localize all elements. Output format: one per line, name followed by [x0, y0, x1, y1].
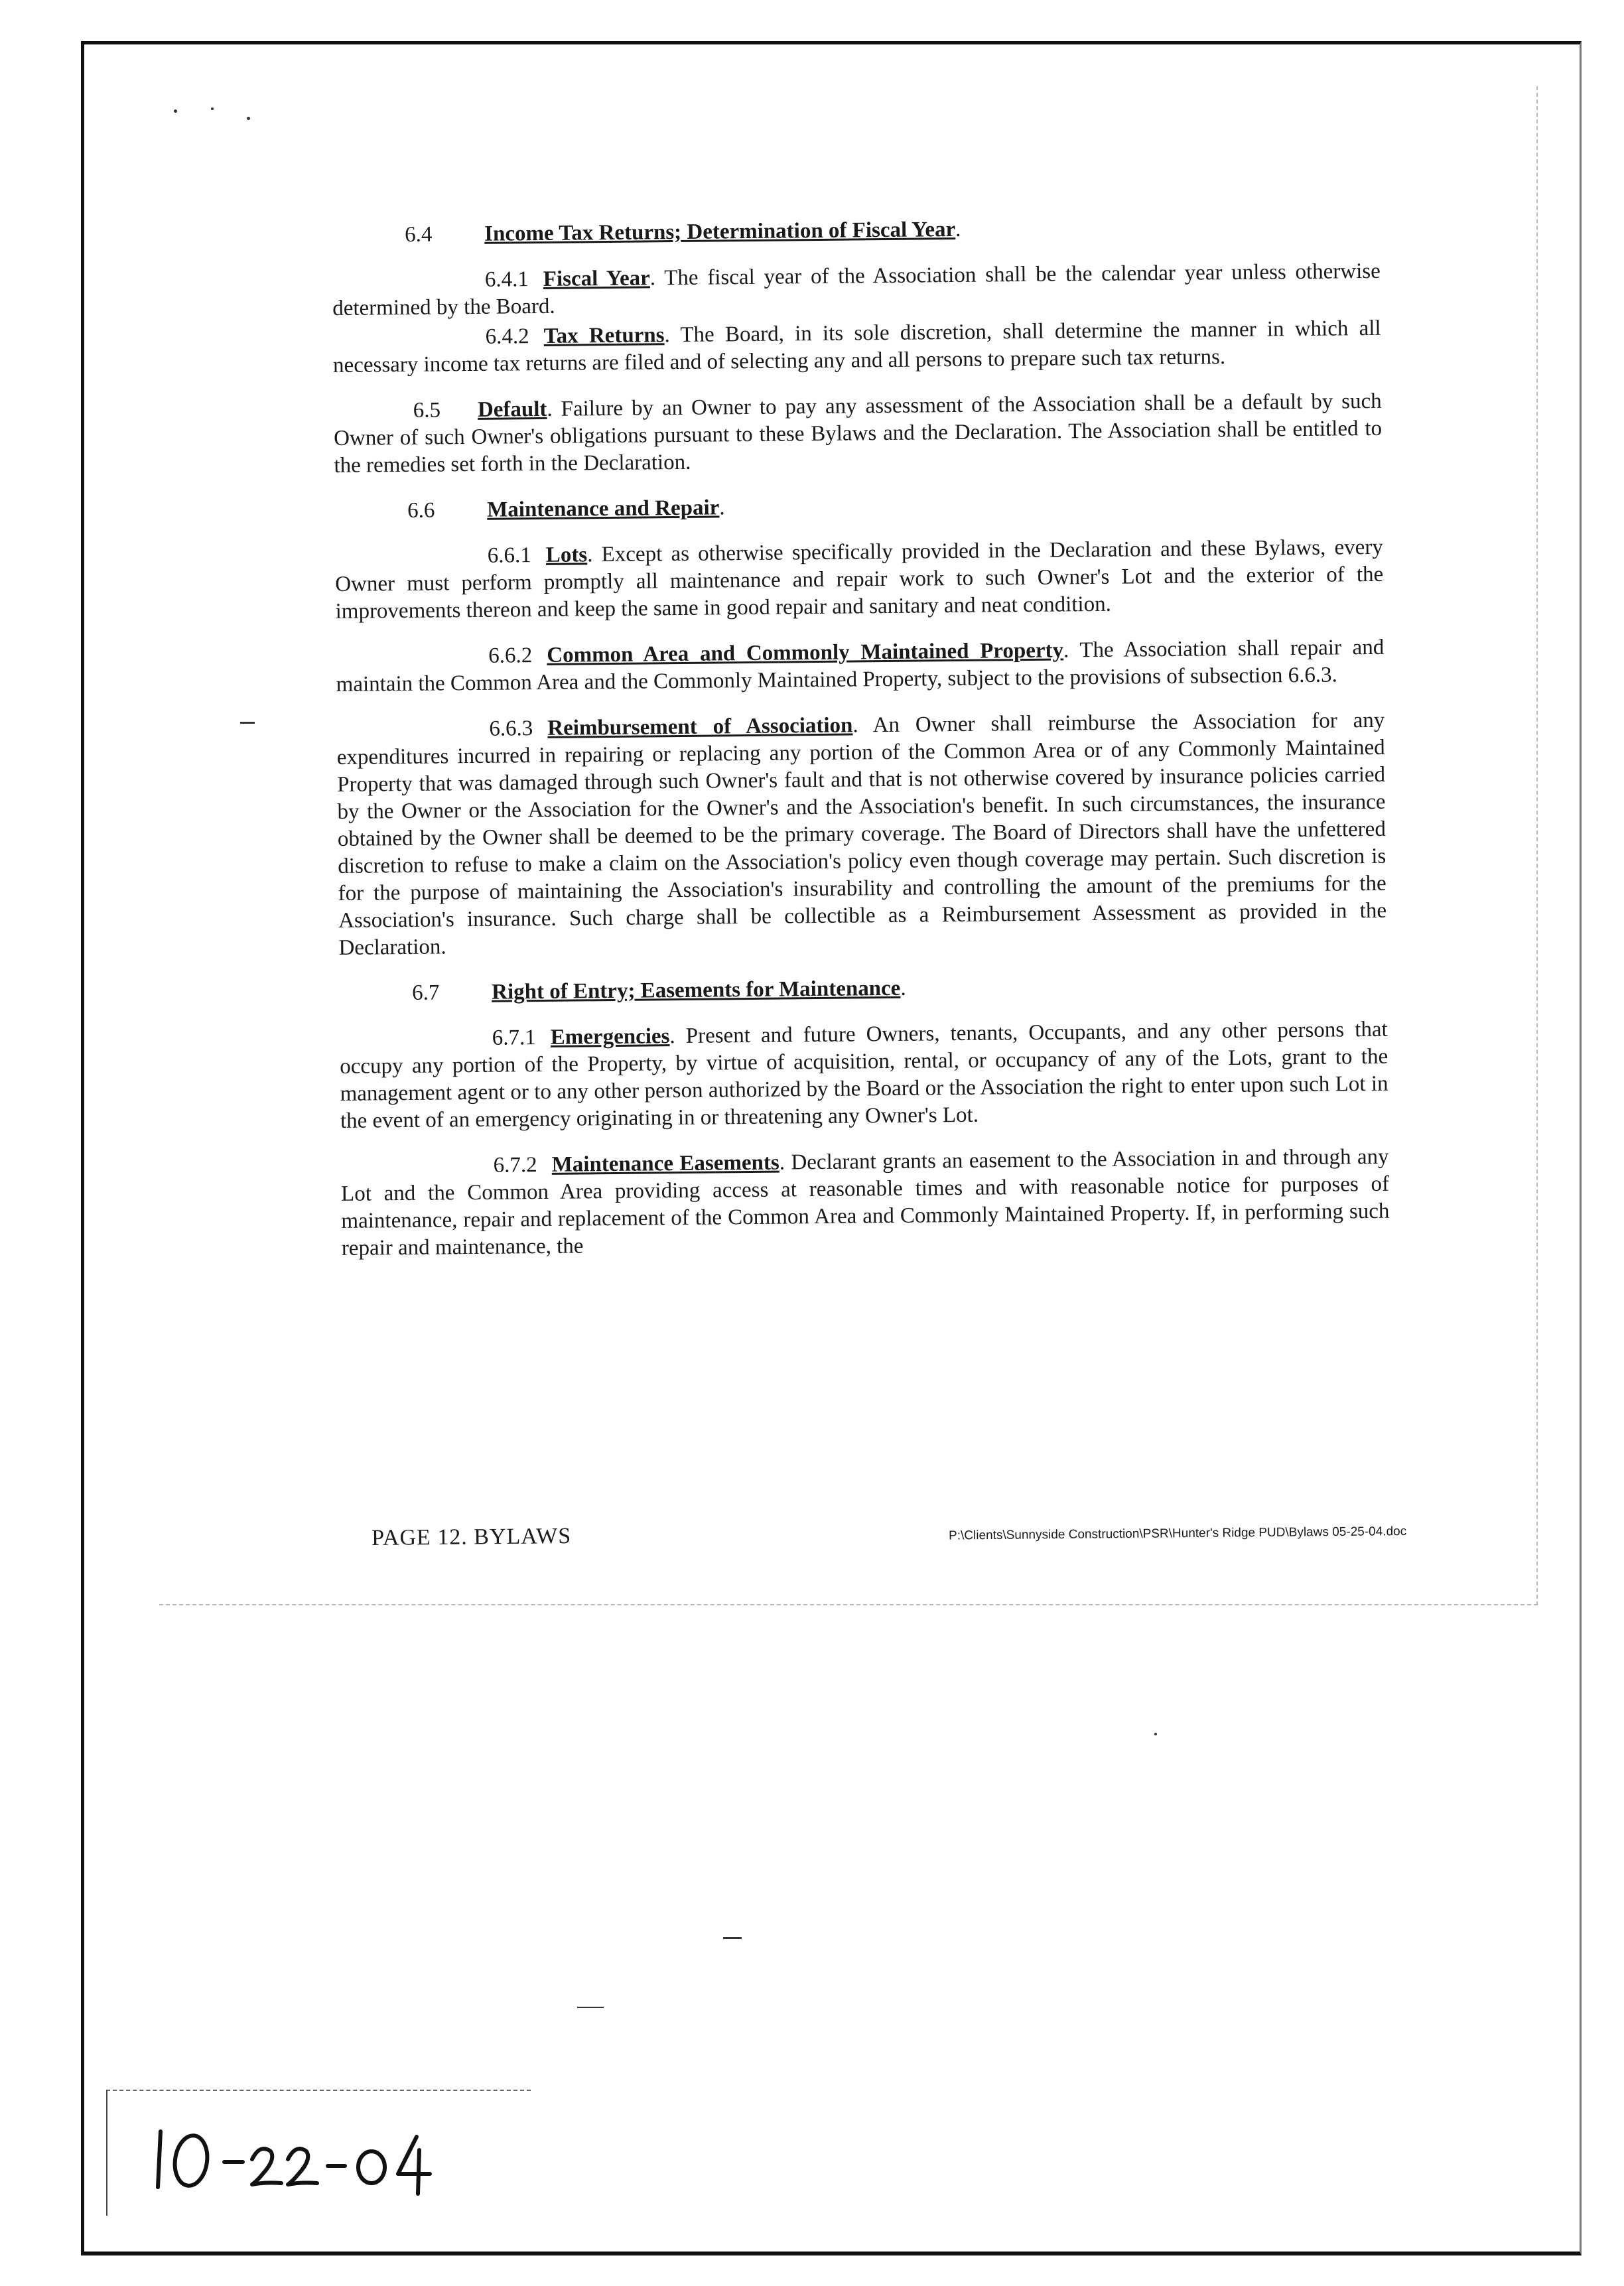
scan-speck — [1154, 1733, 1157, 1735]
subsection-number: 6.4.1 — [484, 267, 529, 292]
subsection-number: 6.7.1 — [492, 1026, 536, 1050]
subsection-text: . Except as otherwise specifically provided in the Declaration and these Bylaws, every Owner must perform promptly all maintenance and repair work to such Owner's Lot and the exterior of the improvements thereon and keep the same in good repair and sanitary and neat condition. — [335, 535, 1384, 624]
subsection-text: . An Owner shall reimburse the Association for any expenditures incurred in repairing or replacing any portion of the Common Area or of any Commonly Maintained Property that was damaged through such Owner's fault and that is not otherwise covered by insurance policies carried by the Owner or the Association for the Owner's and the Association's benefit. In such circumstances, the insurance obtained by the Owner shall be deemed to be the primary coverage. The Board of Directors shall have the unfettered discretion to refuse to make a claim on the Association's policy even though coverage may pertain. Such discretion is for the purpose of maintaining the Association's insurability and controlling the amount of the premiums for the Association's insurance. Such charge shall be collectible as a Reimbursement Assessment as provided in the Declaration. — [336, 708, 1387, 960]
subsection-text: . The fiscal year of the Association shall be the calendar year unless otherwise determined by the Board. — [332, 259, 1381, 320]
subsection-text: . Declarant grants an easement to the Association in and through any Lot and the Common Area providing access at reasonable times and with reasonable notice for purposes of maintenance, repair and replacement of the Common Area and Commonly Maintained Property. If, in performing such repair and maintenance, the — [340, 1144, 1390, 1260]
scan-speck — [247, 117, 250, 120]
subsection-title: Emergencies — [550, 1024, 670, 1049]
section-heading — [334, 488, 1383, 525]
scan-speck — [211, 107, 214, 110]
section-number: 6.6 — [407, 498, 435, 523]
subsection-paragraph — [340, 1144, 1390, 1262]
subsection-title: Lots — [545, 543, 588, 567]
scan-speck — [577, 2007, 604, 2008]
section-heading — [339, 971, 1387, 1008]
section-number: 6.7 — [411, 980, 440, 1005]
subsection-title: Tax Returns — [543, 323, 665, 348]
subsection-paragraph — [340, 1016, 1389, 1135]
section-title-tail: . — [719, 496, 725, 520]
section-number: 6.5 — [413, 398, 441, 423]
subsection-paragraph — [336, 707, 1387, 962]
section-title-tail: . — [900, 976, 906, 1000]
subsection-paragraph — [332, 258, 1381, 322]
section-title-tail: . — [955, 217, 961, 241]
subsection-number: 6.6.3 — [489, 716, 533, 741]
scan-speck — [723, 1937, 742, 1939]
subsection-title: Common Area and Commonly Maintained Property — [547, 638, 1064, 667]
subsection-number: 6.6.2 — [488, 643, 533, 668]
document-body — [332, 212, 1390, 1281]
subsection-number: 6.7.2 — [493, 1153, 537, 1177]
subsection-text: . The Association shall repair and maintain the Common Area and the Commonly Maintained Property, subject to the provisions of subsection 6.6.3. — [336, 635, 1385, 697]
section-title: Maintenance and Repair — [487, 496, 720, 522]
handwritten-date — [146, 2113, 491, 2199]
subsection-title: Reimbursement of Association — [547, 713, 853, 740]
subsection-title: Maintenance Easements — [551, 1150, 779, 1177]
subsection-paragraph — [335, 534, 1384, 626]
subsection-text: . Present and future Owners, tenants, Occupants, and any other persons that occupy any portion of the Property, by virtue of acquisition, rental, or occupancy of any of the Lots, grant to the management agent or to any other person authorized by the Board or the Association the right to enter upon such Lot in the event of an emergency originating in or threatening any Owner's Lot. — [340, 1017, 1388, 1133]
section-paragraph — [334, 388, 1383, 480]
section-title: Default — [477, 397, 547, 422]
scan-speck — [240, 722, 255, 724]
scan-speck — [174, 109, 177, 113]
subsection-title: Fiscal Year — [543, 266, 651, 291]
section-text: . Failure by an Owner to pay any assessment of the Association shall be a default by such Owner of such Owner's obligations pursuant to these Bylaws and the Declaration. The Association shall be entitled to the remedies set forth in the Declaration. — [333, 389, 1383, 478]
subsection-paragraph — [332, 315, 1381, 379]
section-title: Income Tax Returns; Determination of Fiscal Year — [484, 217, 956, 246]
subsection-number: 6.4.2 — [485, 324, 529, 349]
subsection-paragraph — [336, 634, 1385, 699]
file-path: P:\Clients\Sunnyside Construction\PSR\Hunter's Ridge PUD\Bylaws 05-25-04.doc — [949, 1524, 1407, 1543]
handwritten-date-signature — [146, 2113, 491, 2199]
section-number: 6.4 — [405, 222, 433, 247]
subsection-number: 6.6.1 — [487, 543, 532, 568]
page-label: PAGE 12. BYLAWS — [372, 1524, 572, 1550]
section-title: Right of Entry; Easements for Maintenance — [491, 976, 901, 1004]
subsection-text: . The Board, in its sole discretion, shall determine the manner in which all necessary income tax returns are filed and of selecting any and all persons to prepare such tax returns. — [332, 316, 1381, 377]
